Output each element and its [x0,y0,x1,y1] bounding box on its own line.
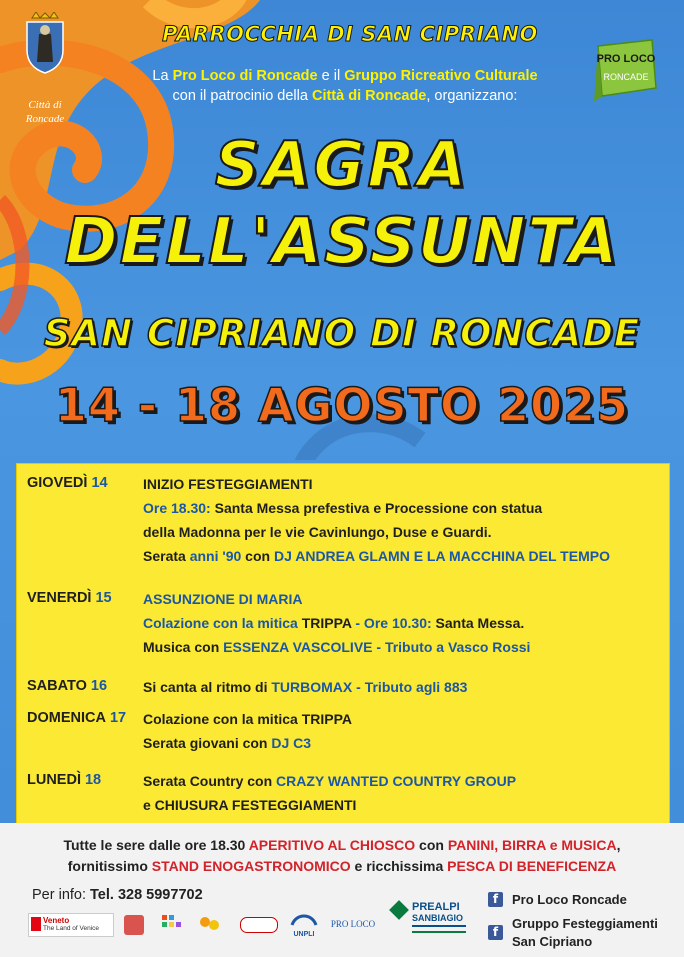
day-events [143,675,663,699]
text-segment: TURBOMAX [271,679,353,695]
city-caption [14,98,76,126]
facebook-icon: f [488,892,503,907]
event-line [143,520,663,544]
event-dates: 14 - 18 AGOSTO 2025 [54,378,630,432]
text-segment: - Tributo a Vasco Rossi [372,639,531,655]
text-segment: con [241,548,274,564]
unpli-logo: UNPLI [290,911,318,941]
evening-info-line2 [0,856,684,877]
text-segment: ASSUNZIONE DI MARIA [143,591,303,607]
event-line [143,611,663,635]
text-segment: TRIPPA [301,615,352,631]
city-coat-of-arms [24,12,66,74]
text-segment: Colazione con la mitica [143,711,302,727]
program-box [16,463,670,825]
text-segment: Musica con [143,639,224,655]
sponsor-logos [28,911,438,951]
veneto-logo: Veneto The Land of Venice [28,913,114,937]
title-sagra: SAGRA [214,128,470,201]
text-segment: - Tributo agli 883 [352,679,468,695]
day-events [143,472,663,568]
text-segment: TRIPPA [301,711,353,727]
evening-info [0,835,684,877]
intro-text [95,66,595,106]
text-segment: Serata giovani con [143,735,272,751]
event-line [143,544,663,568]
sponsor-logo-4 [240,917,278,933]
text-segment: , [616,837,621,853]
event-line [143,769,663,793]
event-line [143,635,663,659]
event-line [143,707,663,731]
footer: Tutte le sere dalle ore 18.30 APERITIVO AL CHIOSCO con PANINI, BIRRA e MUSICA, fornitissimo STAND ENOGASTRONOMICO e ricchissima PESCA DI BENEFICENZA Per info: Tel. 328 5997702 f Pro Loco Roncade f Gruppo Festeggiamenti San Cipriano Veneto The Land of Venice UNPLI PRO LOCO PREALPI SANBIAGIO [0,823,684,957]
event-line [143,472,663,496]
sponsor-logo-1 [124,915,144,935]
day-label: GIOVEDÌ 14 [27,475,108,491]
intro-line2: con il patrocinio della Città di Roncade, organizzano: [172,88,518,104]
text-segment: - Ore 10.30: [351,615,436,631]
contact-info [32,887,203,903]
day-label: DOMENICA 17 [27,710,127,726]
pro-loco-logo-text: PRO LOCO [596,53,656,65]
pro-loco-logo-sub: RONCADE [603,72,649,82]
text-segment: INIZIO FESTEGGIAMENTI [143,476,313,492]
title-assunta: DELL'ASSUNTA [64,205,620,279]
prealpi-logo: PREALPI SANBIAGIO [392,901,472,949]
proloco-sponsor-logo: PRO LOCO [330,919,376,929]
text-segment: PANINI, BIRRA e MUSICA [447,837,617,853]
text-segment: della Madonna per le vie Cavinlungo, Duse e Guardi. [143,524,492,540]
intro-line1: La Pro Loco di Roncade e il Gruppo Ricreativo Culturale [152,68,538,84]
day-events [143,587,663,659]
day-label: LUNEDÌ 18 [27,772,102,788]
text-segment: Tutte le sere dalle ore 18.30 [63,837,249,853]
text-segment: con [415,837,448,853]
text-segment: Serata [143,548,190,564]
sponsor-logo-2 [160,913,182,937]
text-segment: Santa Messa prefestiva e Processione con statua [214,500,543,516]
text-segment: DJ C3 [271,735,312,751]
text-segment: e CHIUSURA FESTEGGIAMENTI [143,797,357,813]
text-segment: anni '90 [189,548,242,564]
day-events [143,769,663,817]
contact-phone: Tel. 328 5997702 [90,887,203,903]
text-segment: Santa Messa. [435,615,525,631]
event-line [143,731,663,755]
parish-title: PARROCCHIA DI SAN CIPRIANO [162,22,538,46]
city-caption-line2: Roncade [25,113,65,125]
text-segment: Si canta al ritmo di [143,679,272,695]
event-line [143,675,663,699]
day-label: SABATO 16 [27,678,108,694]
text-segment: CRAZY WANTED COUNTRY GROUP [276,773,517,789]
city-caption-line1: Città di [28,99,62,111]
event-line [143,496,663,520]
evening-info-line1 [0,835,684,856]
event-line [143,587,663,611]
text-segment: APERITIVO AL CHIOSCO [248,837,416,853]
text-segment: Ore 18.30: [143,500,215,516]
contact-label: Per info: [32,887,91,903]
day-events [143,707,663,755]
sponsor-logo-3 [198,915,222,935]
day-label: VENERDÌ 15 [27,590,112,606]
text-segment: STAND ENOGASTRONOMICO [151,858,351,874]
facebook-icon: f [488,925,503,940]
text-segment: ESSENZA VASCOLIVE [223,639,373,655]
pro-loco-logo [592,38,660,102]
title-location: SAN CIPRIANO DI RONCADE [43,312,641,355]
text-segment: Serata Country con [143,773,277,789]
event-line [143,793,663,817]
text-segment: DJ ANDREA GLAMN E LA MACCHINA DEL TEMPO [273,548,610,564]
text-segment: Colazione con la mitica [143,615,302,631]
text-segment: fornitissimo [67,858,152,874]
text-segment: PESCA DI BENEFICENZA [447,858,617,874]
text-segment: e ricchissima [350,858,448,874]
